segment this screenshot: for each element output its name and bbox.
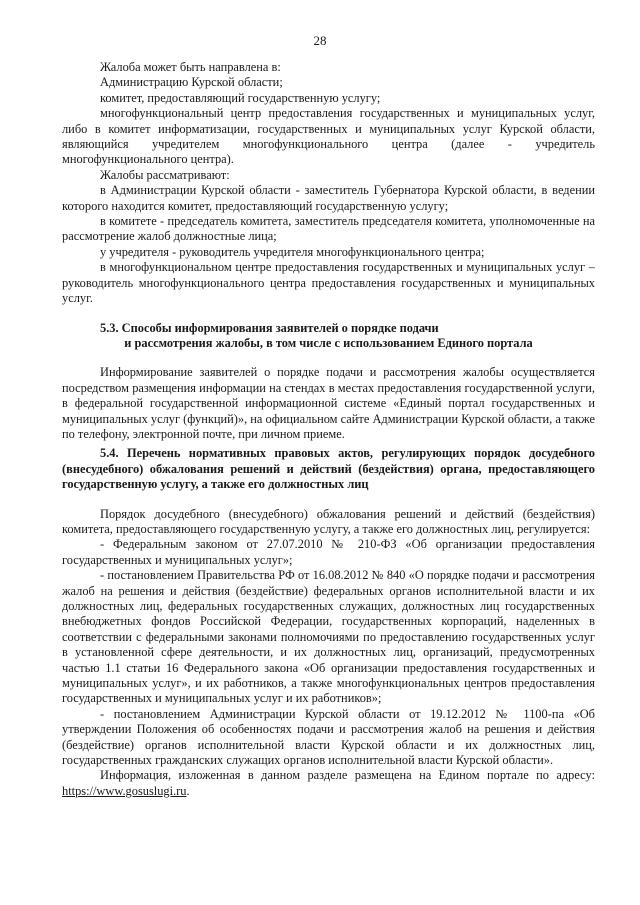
paragraph-government-resolution: - постановлением Правительства РФ от 16.08.2012 № 840 «О порядке подачи и рассмотрения жалоб на решения и действия (бездействие) федеральных органов исполнительной власти и их должностных лиц, федеральных государственных служащих, должностных лиц государственных внебюджетных фондов Российской Федерации, государственных корпораций, наделенных в соответствии с федеральными законами полномочиями по предоставлению государственных услуг в установленной сфере деятельности, и их должностных лиц, организаций, предусмотренных частью 1.1 статьи 16 Федерального закона «Об организации предоставления государственных и муниципальных услуг», и их работников, а также многофункциональных центров предоставления государственных и муниципальных услуг и их работников»; <box>62 568 595 706</box>
paragraph-reviewers: Жалобы рассматривают: <box>100 167 230 182</box>
section-5-3-heading <box>62 321 595 352</box>
paragraph-administration: Администрацию Курской области; <box>100 75 283 90</box>
section-heading-line: 5.3. Способы информирования заявителей о порядке подачи <box>100 320 439 335</box>
paragraph-portal-info <box>62 768 595 799</box>
section-5-4-heading: 5.4. Перечень нормативных правовых актов, регулирующих порядок досудебного (внесудебного) обжалования решений и действий (бездействия) органа, предоставляющего государственную услугу, а также его должностных лиц <box>62 446 595 492</box>
page-body <box>62 60 595 799</box>
paragraph-regional-resolution: - постановлением Администрации Курской области от 19.12.2012 № 1100-па «Об утверждении Положения об особенностях подачи и рассмотрения жалоб на решения и действия (бездействие) органов исполнительной власти Курской области и их должностных лиц, государственных гражданских служащих органов исполнительной власти Курской области». <box>62 706 595 768</box>
paragraph-mfc: многофункциональный центр предоставления государственных и муниципальных услуг, либо в комитет информатизации, государственных и муниципальных услуг Курской области, являющийся учредителем многофункционального центра (далее - учредитель многофункционального центра). <box>62 106 595 167</box>
paragraph-committee: комитет, предоставляющий государственную услугу; <box>100 90 381 105</box>
paragraph-reviewer-administration: в Администрации Курской области - заместитель Губернатора Курской области, в ведении которого находится комитет, предоставляющий государственную услугу; <box>62 183 595 213</box>
paragraph-reviewer-committee: в комитете - председатель комитета, заместитель председателя комитета, уполномоченные на рассмотрение жалоб должностные лица; <box>62 214 595 244</box>
paragraph-complaint-destinations: Жалоба может быть направлена в: <box>100 60 281 74</box>
page-number: 28 <box>313 33 327 48</box>
gosuslugi-link[interactable]: https://www.gosuslugi.ru <box>62 783 187 798</box>
section-heading-line: и рассмотрения жалобы, в том числе с использованием Единого портала <box>124 335 533 350</box>
paragraph-appeal-procedure: Порядок досудебного (внесудебного) обжалования решений и действий (бездействия) комитета, предоставляющего государственную услугу, а также его должностных лиц, регулируется: <box>62 506 595 536</box>
paragraph-informing: Информирование заявителей о порядке подачи и рассмотрения жалобы осуществляется посредством размещения информации на стендах в местах предоставления государственной услуги, в федеральной государственной информационной системе «Единый портал государственных и муниципальных услуг (функций)», на официальном сайте Администрации Курской области, а также по телефону, электронной почте, при личном приеме. <box>62 365 595 441</box>
portal-info-end: . <box>186 783 190 798</box>
paragraph-reviewer-mfc: в многофункциональном центре предоставления государственных и муниципальных услуг – руководитель многофункционального центра предоставления государственных и муниципальных услуг. <box>62 260 595 306</box>
portal-info-text: Информация, изложенная в данном разделе размещена на Едином портале по адресу: <box>100 768 595 783</box>
paragraph-reviewer-founder: у учредителя - руководитель учредителя многофункционального центра; <box>100 244 485 259</box>
paragraph-federal-law: - Федеральным законом от 27.07.2010 № 210-ФЗ «Об организации предоставления государственных и муниципальных услуг»; <box>62 537 595 567</box>
